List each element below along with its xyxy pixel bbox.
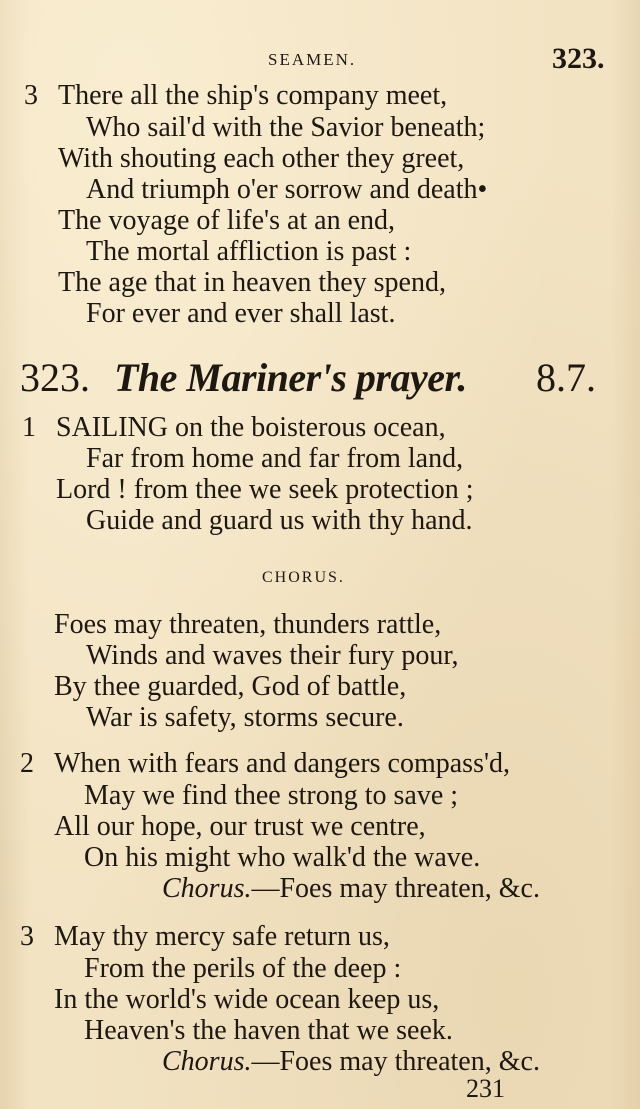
chorus-reference-label: Chorus. <box>162 873 252 904</box>
verse-number: 1 <box>22 412 36 443</box>
verse-line: All our hope, our trust we centre, <box>54 811 426 842</box>
verse-line: Lord ! from thee we seek protection ; <box>56 474 474 505</box>
chorus-line: By thee guarded, God of battle, <box>54 671 407 702</box>
previous-verse-line: The mortal affliction is past : <box>86 236 412 267</box>
chorus-line: Winds and waves their fury pour, <box>86 640 459 671</box>
hymn-meter: 8.7. <box>536 355 596 400</box>
previous-verse-line: The voyage of life's at an end, <box>58 205 396 236</box>
page-number: 231 <box>466 1074 505 1103</box>
verse-line: SAILING on the boisterous ocean, <box>56 412 446 443</box>
verse-line: May we find thee strong to save ; <box>84 780 459 811</box>
running-head-section: SEAMEN. <box>268 50 357 69</box>
hymn-number: 323. <box>20 355 90 400</box>
verse-line: Heaven's the haven that we seek. <box>84 1015 453 1046</box>
previous-verse-line: There all the ship's company meet, <box>58 80 448 111</box>
chorus-line: War is safety, storms secure. <box>86 702 404 733</box>
previous-verse-line: Who sail'd with the Savior beneath; <box>86 112 486 143</box>
verse-line: On his might who walk'd the wave. <box>84 842 481 873</box>
chorus-reference-text: —Foes may threaten, &c. <box>251 1046 540 1077</box>
previous-verse-number: 3 <box>24 80 38 111</box>
verse-line: Far from home and far from land, <box>86 443 464 474</box>
verse-line: When with fears and dangers compass'd, <box>54 748 511 779</box>
chorus-line: Foes may threaten, thunders rattle, <box>54 609 442 640</box>
previous-verse-line: With shouting each other they greet, <box>58 143 465 174</box>
previous-verse-line: For ever and ever shall last. <box>86 298 396 329</box>
verse-number: 2 <box>20 748 34 779</box>
verse-line: Guide and guard us with thy hand. <box>86 505 473 536</box>
chorus-reference-text: —Foes may threaten, &c. <box>251 873 540 904</box>
verse-line: In the world's wide ocean keep us, <box>54 984 440 1015</box>
chorus-reference <box>162 873 540 905</box>
running-head-hymn-number: 323. <box>552 42 605 75</box>
running-head <box>0 42 640 76</box>
previous-verse-line: And triumph o'er sorrow and death• <box>86 174 488 205</box>
chorus-reference-label: Chorus. <box>162 1046 252 1077</box>
previous-verse-line: The age that in heaven they spend, <box>58 267 446 298</box>
verse-line: From the perils of the deep : <box>84 953 402 984</box>
verse-line: May thy mercy safe return us, <box>54 921 390 952</box>
hymn-heading <box>20 356 620 400</box>
hymn-title: The Mariner's prayer. <box>114 355 467 400</box>
chorus-heading: CHORUS. <box>262 569 345 586</box>
verse-number: 3 <box>20 921 34 952</box>
